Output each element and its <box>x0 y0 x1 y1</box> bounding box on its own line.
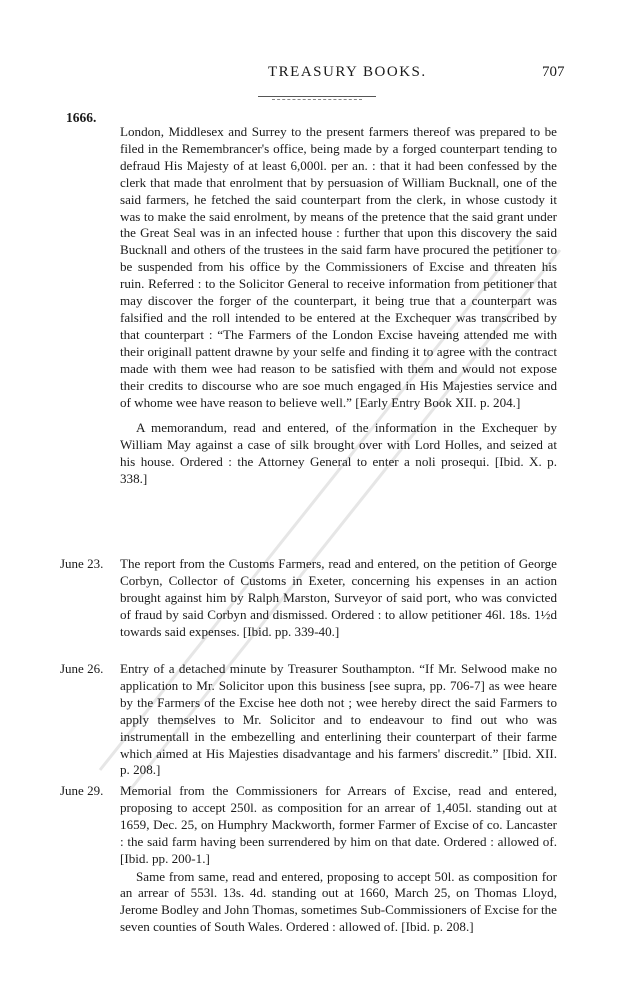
entry-text <box>120 661 557 779</box>
entry-text <box>120 556 557 641</box>
entry-date: June 23. <box>60 556 104 571</box>
entry-text <box>120 783 557 936</box>
page-number: 707 <box>542 64 565 80</box>
year-label: 1666. <box>66 110 97 125</box>
entry-text <box>120 124 557 488</box>
entry-date: June 29. <box>60 783 104 798</box>
paragraph: Memorial from the Commissioners for Arrears of Excise, read and entered, proposing to accept 250l. as composition for an arrear of 1,405l. standing out at 1659, Dec. 25, on Humphry Mackworth, former Farmer of Excise of co. Lancaster : the said farm having been surrendered by him on that date. Ordered : allowed of. [Ibid. pp. 200-1.] <box>120 783 557 866</box>
entry-date: June 26. <box>60 661 104 676</box>
header-rule-dashed <box>272 99 362 100</box>
paragraph: London, Middlesex and Surrey to the present farmers thereof was prepared to be filed in the Remembrancer's office, being made by a forged counterpart tending to defraud His Majesty of at least 6,000l. per an. : that it had been confessed by the clerk that made that enrolment that by persuasion of William Bucknall, one of the said farmers, he fetched the said counterpart from the clerk, in whose custody it was to make the said enrolment, by means of the pretence that the said grant under the Great Seal was in an infected house : further that upon this discovery the said Bucknall and others of the trustees in the said farm have procured the petitioner to be suspended from his office by the Commissioners of Excise and threaten his ruin. Referred : to the Solicitor General to receive information from petitioner that may discover the forger of the counterpart, it being true that a counterpart was falsified and the roll intended to be entered at the Exchequer was transcribed by that counterpart : “The Farmers of the London Excise haveing attended me with their originall pattent drawne by your selfe and finding it to agree with the contract made with them wee had reason to be satisfied with them and would not expose their credits to discourse who are soe much engaged in His Majesties service and of whome wee have reason to believe well.” [Early Entry Book XII. p. 204.] <box>120 124 557 410</box>
paragraph: Entry of a detached minute by Treasurer Southampton. “If Mr. Selwood make no application to Mr. Solicitor upon this business [see supra, pp. 706-7] as wee heare by the Farmers of the Excise hee doth not ; wee hereby direct the said Farmers to apply themselves to Mr. Solicitor and to endeavour to find out who was instrumentall in the embezelling and enterlining their counterpart of their farme which aimed at His Majesties disadvantage and his farmers' discredit.” [Ibid. XII. p. 208.] <box>120 661 557 778</box>
running-title: TREASURY BOOKS. <box>268 64 427 80</box>
header-rule <box>258 96 376 97</box>
paragraph: A memorandum, read and entered, of the information in the Exchequer by William May against a case of silk brought over with Lord Holles, and seized at his house. Ordered : the Attorney General to enter a noli prosequi. [Ibid. X. p. 338.] <box>120 420 557 487</box>
paragraph: Same from same, read and entered, proposing to accept 50l. as composition for an arrear of 553l. 13s. 4d. standing out at 1660, March 25, on Thomas Lloyd, Jerome Bodley and John Thomas, sometimes Sub-Commissioners of Excise for the seven counties of South Wales. Ordered : allowed of. [Ibid. p. 208.] <box>120 868 557 935</box>
paragraph: The report from the Customs Farmers, read and entered, on the petition of George Corbyn, Collector of Customs in Exeter, concerning his expenses in an action brought against him by Ralph Marston, Surveyor of said port, who was convicted of fraud by said Corbyn and dismissed. Ordered : to allow petitioner 46l. 18s. 1½d towards said expenses. [Ibid. pp. 339-40.] <box>120 556 557 639</box>
running-head <box>0 64 631 88</box>
